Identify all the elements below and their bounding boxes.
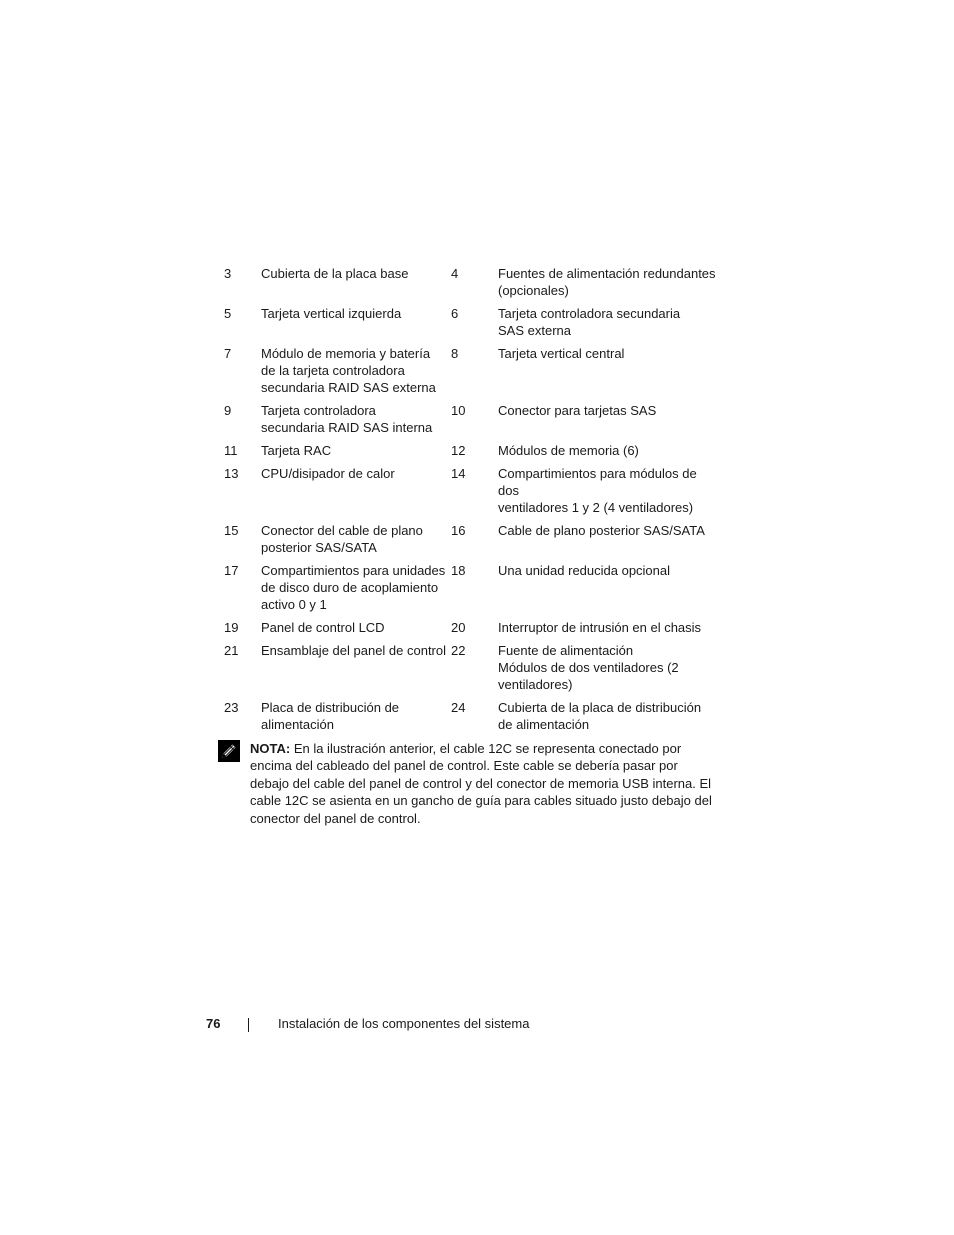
legend-label: Compartimientos para módulos de dos ventiladores 1 y 2 (4 ventiladores) [498, 466, 697, 515]
legend-number: 20 [451, 620, 466, 635]
note-label: NOTA: [250, 741, 291, 756]
legend-number: 11 [224, 443, 238, 458]
legend-label: Módulos de memoria (6) [498, 443, 639, 458]
legend-label: Panel de control LCD [261, 620, 385, 635]
legend-label: Cable de plano posterior SAS/SATA [498, 523, 705, 538]
legend-label: Interruptor de intrusión en el chasis [498, 620, 702, 635]
legend-label: CPU/disipador de calor [261, 466, 395, 481]
legend-number: 15 [224, 523, 239, 538]
legend-number: 24 [451, 700, 466, 715]
note-body: En la ilustración anterior, el cable 12C se representa conectado por encima del cableado del panel de control. Este cable se debería pasar por debajo del cable del panel de control y del conector de memoria USB interna. El cable 12C se asienta en un gancho de guía para cables situado justo debajo del conector del panel de control. [250, 741, 712, 826]
legend-row [224, 642, 724, 693]
legend-label: Fuentes de alimentación redundantes (opcionales) [498, 266, 716, 298]
legend-label: Módulo de memoria y batería de la tarjeta controladora secundaria RAID SAS externa [261, 346, 436, 395]
legend-number: 14 [451, 466, 466, 481]
note-text [250, 740, 716, 827]
legend-number: 3 [224, 266, 232, 281]
legend-number: 23 [224, 700, 239, 715]
legend-label: Conector del cable de plano posterior SAS/SATA [261, 523, 423, 555]
pencil-note-icon [218, 740, 240, 762]
legend-row [224, 402, 724, 436]
note-box [218, 740, 718, 827]
legend-number: 8 [451, 346, 459, 361]
legend-row [224, 465, 724, 516]
legend-row [224, 345, 724, 396]
legend-number: 12 [451, 443, 466, 458]
legend-row [224, 265, 724, 299]
legend-label: Cubierta de la placa base [261, 266, 409, 281]
legend-label: Tarjeta vertical izquierda [261, 306, 402, 321]
legend-number: 7 [224, 346, 232, 361]
legend-number: 19 [224, 620, 239, 635]
legend-row [224, 442, 724, 459]
legend-number: 10 [451, 403, 466, 418]
legend-number: 4 [451, 266, 459, 281]
legend-number: 9 [224, 403, 232, 418]
legend-row [224, 305, 724, 339]
legend-number: 21 [224, 643, 239, 658]
legend-label: Tarjeta controladora secundaria RAID SAS interna [261, 403, 433, 435]
legend-number: 5 [224, 306, 232, 321]
legend-number: 16 [451, 523, 466, 538]
legend-label: Tarjeta controladora secundaria SAS externa [498, 306, 681, 338]
legend-label: Tarjeta RAC [261, 443, 332, 458]
legend-label: Una unidad reducida opcional [498, 563, 671, 578]
footer-title: Instalación de los componentes del sistema [278, 1016, 530, 1031]
legend-label: Compartimientos para unidades de disco duro de acoplamiento activo 0 y 1 [261, 563, 446, 612]
legend-label: Cubierta de la placa de distribución de alimentación [498, 700, 702, 732]
legend-number: 17 [224, 563, 239, 578]
legend-row [224, 619, 724, 636]
legend-table [224, 265, 724, 739]
legend-label: Fuente de alimentación Módulos de dos ventiladores (2 ventiladores) [498, 643, 679, 692]
legend-row [224, 522, 724, 556]
legend-number: 13 [224, 466, 239, 481]
legend-row [224, 699, 724, 733]
legend-label: Ensamblaje del panel de control [261, 643, 447, 658]
legend-label: Placa de distribución de alimentación [261, 700, 400, 732]
legend-label: Conector para tarjetas SAS [498, 403, 657, 418]
legend-number: 18 [451, 563, 466, 578]
legend-number: 6 [451, 306, 459, 321]
legend-row [224, 562, 724, 613]
legend-label: Tarjeta vertical central [498, 346, 625, 361]
legend-number: 22 [451, 643, 466, 658]
footer-separator [248, 1018, 249, 1032]
page-number: 76 [206, 1016, 221, 1031]
